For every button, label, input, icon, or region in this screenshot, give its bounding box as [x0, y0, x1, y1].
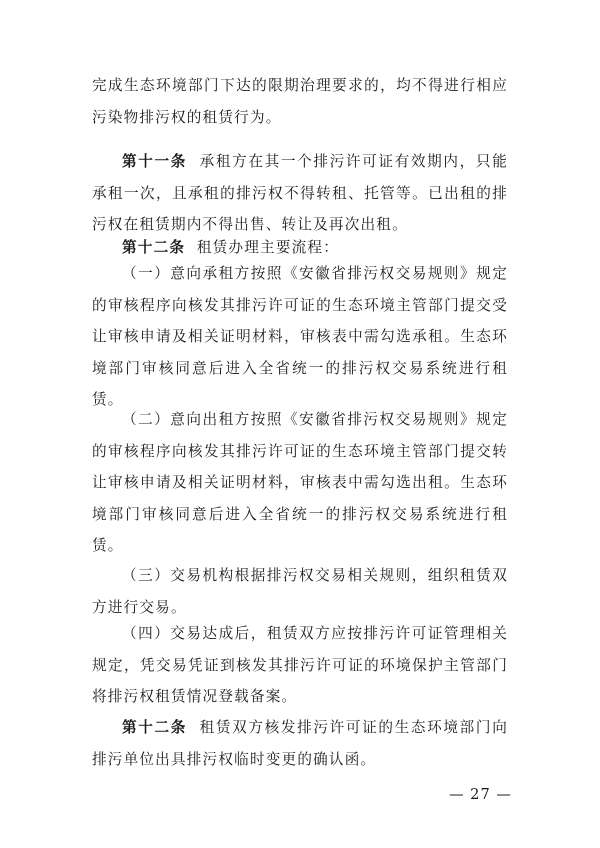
page-number: — 27 — — [448, 786, 512, 803]
article-heading: 第十二条 — [122, 239, 186, 256]
procedure-item-4 — [92, 618, 508, 713]
paragraph-text: 租赁办理主要流程： — [196, 239, 340, 256]
paragraph-text: （一）意向承租方按照《安徽省排污权交易规则》规定的审核程序向核发其排污许可证的生态环境主管部门提交受让审核申请及相关证明材料，审核表中需勾选承租。生态环境部门审核同意后进入全省统一的排污权交易系统进行租赁。 — [92, 265, 508, 409]
article-heading: 第十二条 — [122, 719, 188, 736]
paragraph-continuation — [92, 70, 508, 133]
article-12-second-paragraph — [92, 712, 508, 775]
article-11-paragraph — [92, 146, 508, 241]
procedure-item-2 — [92, 404, 508, 562]
paragraph-text: （二）意向出租方按照《安徽省排污权交易规则》规定的审核程序向核发其排污许可证的生态环境主管部门提交转让审核申请及相关证明材料，审核表中需勾选出租。生态环境部门审核同意后进入全省统一的排污权交易系统进行租赁。 — [92, 411, 508, 555]
paragraph-text: （四）交易达成后，租赁双方应按排污许可证管理相关规定，凭交易凭证到核发其排污许可证的环境保护主管部门将排污权租赁情况登载备案。 — [92, 625, 508, 706]
paragraph-text: 完成生态环境部门下达的限期治理要求的，均不得进行相应污染物排污权的租赁行为。 — [92, 77, 508, 126]
article-heading: 第十一条 — [122, 153, 188, 170]
paragraph-text: （三）交易机构根据排污权交易相关规则，组织租赁双方进行交易。 — [92, 567, 508, 616]
procedure-item-1 — [92, 258, 508, 416]
paragraph-text: 租赁双方核发排污许可证的生态环境部门向排污单位出具排污权临时变更的确认函。 — [92, 719, 508, 768]
procedure-item-3 — [92, 560, 508, 623]
paragraph-text: 承租方在其一个排污许可证有效期内，只能承租一次，且承租的排污权不得转租、托管等。已出租的排污权在租赁期内不得出售、转让及再次出租。 — [92, 153, 508, 234]
